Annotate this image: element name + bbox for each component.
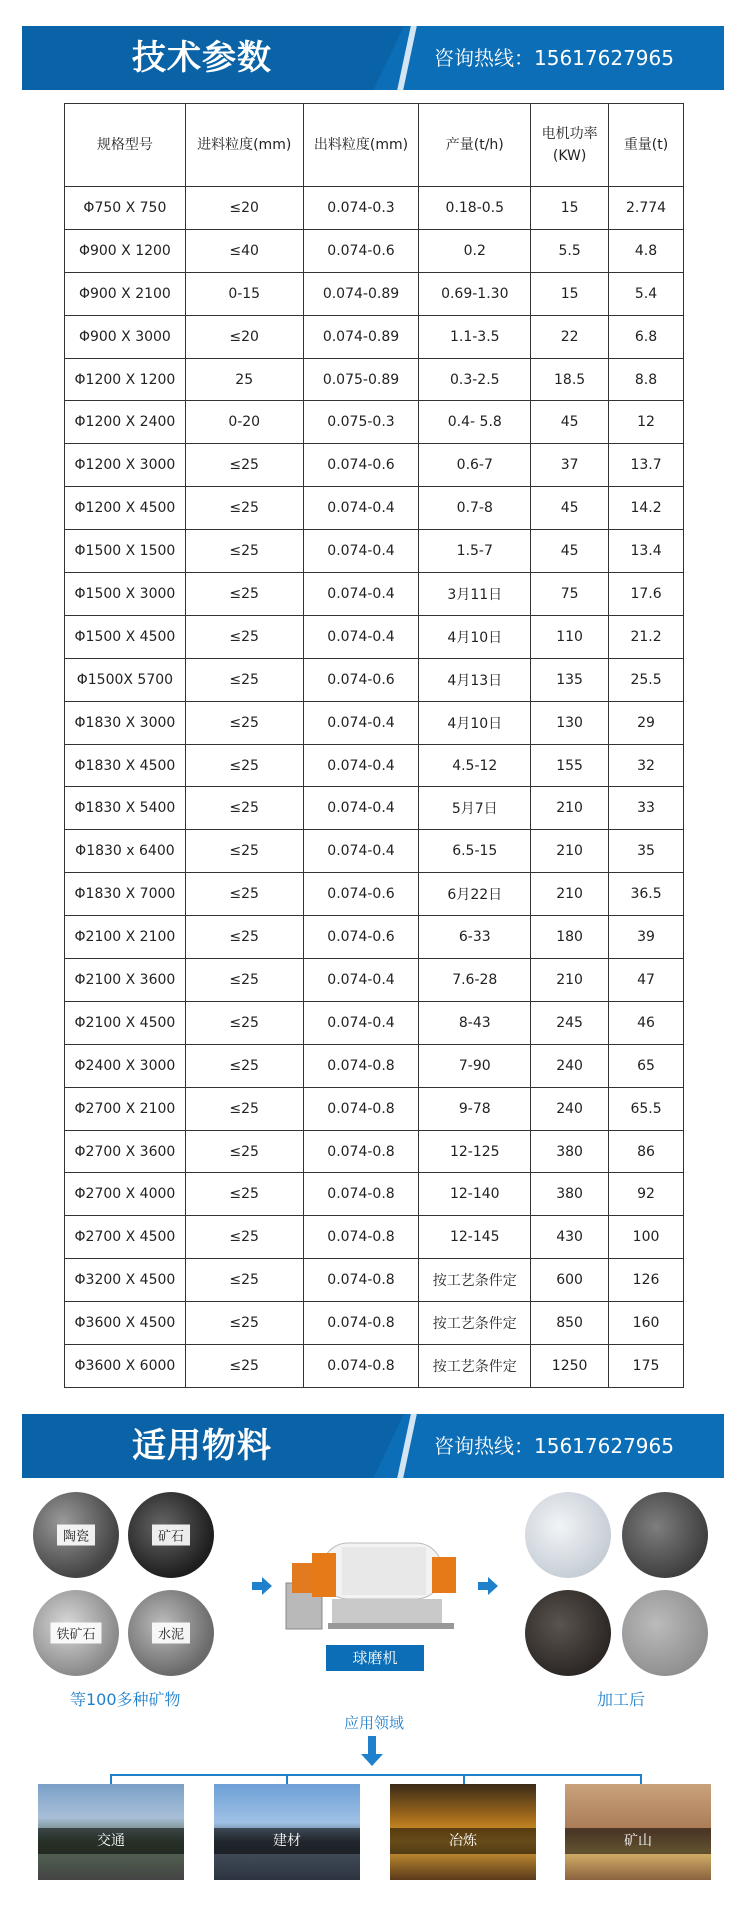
table-cell: 0.074-0.8 [303, 1173, 419, 1216]
table-cell: 4月10日 [419, 701, 531, 744]
table-cell: 45 [531, 487, 609, 530]
table-cell: 18.5 [531, 358, 609, 401]
table-cell: 65.5 [609, 1087, 684, 1130]
materials-banner [22, 1414, 724, 1478]
spec-hotline: 咨询热线：15617627965 [434, 46, 674, 70]
spec-banner [22, 26, 724, 90]
table-cell: 0.074-0.4 [303, 530, 419, 573]
table-cell: 175 [609, 1345, 684, 1388]
table-cell: Φ1830 X 5400 [65, 787, 186, 830]
table-cell: 0.074-0.4 [303, 1001, 419, 1044]
table-cell: 155 [531, 744, 609, 787]
table-cell: Φ1830 x 6400 [65, 830, 186, 873]
table-cell: 135 [531, 658, 609, 701]
application-transport-image [38, 1784, 184, 1880]
table-cell: 0.074-0.4 [303, 830, 419, 873]
table-cell: 245 [531, 1001, 609, 1044]
table-cell: 86 [609, 1130, 684, 1173]
table-cell: ≤25 [185, 701, 303, 744]
table-cell: 15 [531, 272, 609, 315]
table-cell: 1250 [531, 1345, 609, 1388]
application-smelting-image [390, 1784, 536, 1880]
table-cell: 13.4 [609, 530, 684, 573]
table-cell: 0.074-0.6 [303, 916, 419, 959]
table-cell: 160 [609, 1302, 684, 1345]
table-cell: Φ1830 X 7000 [65, 873, 186, 916]
spec-table [64, 103, 684, 1388]
table-cell: Φ1200 X 1200 [65, 358, 186, 401]
powder-white-image [525, 1492, 611, 1578]
table-row [65, 959, 684, 1002]
table-cell: 430 [531, 1216, 609, 1259]
table-cell: 0.074-0.6 [303, 229, 419, 272]
table-cell: 46 [609, 1001, 684, 1044]
table-cell: 45 [531, 530, 609, 573]
powder-black-image [525, 1590, 611, 1676]
table-cell: 32 [609, 744, 684, 787]
table-cell: 6-33 [419, 916, 531, 959]
material-iron-ore-image [33, 1590, 119, 1676]
application-label: 建材 [214, 1828, 360, 1854]
table-cell: ≤25 [185, 658, 303, 701]
branch-line [110, 1774, 642, 1776]
table-cell: ≤25 [185, 873, 303, 916]
table-cell: Φ3600 X 4500 [65, 1302, 186, 1345]
table-cell: 12-140 [419, 1173, 531, 1216]
table-cell: 37 [531, 444, 609, 487]
table-cell: 25 [185, 358, 303, 401]
table-cell: ≤25 [185, 1345, 303, 1388]
table-row [65, 701, 684, 744]
table-cell: 0.074-0.4 [303, 573, 419, 616]
table-cell: 380 [531, 1130, 609, 1173]
table-row [65, 229, 684, 272]
table-cell: 0.075-0.3 [303, 401, 419, 444]
table-row [65, 530, 684, 573]
table-cell: 12-145 [419, 1216, 531, 1259]
table-cell: 0.074-0.89 [303, 272, 419, 315]
table-row [65, 873, 684, 916]
column-header: 规格型号 [65, 104, 186, 187]
table-cell: Φ1200 X 4500 [65, 487, 186, 530]
table-cell: 600 [531, 1259, 609, 1302]
table-row [65, 1130, 684, 1173]
table-cell: 5.5 [531, 229, 609, 272]
application-label: 矿山 [565, 1828, 711, 1854]
table-cell: Φ1200 X 3000 [65, 444, 186, 487]
table-row [65, 1302, 684, 1345]
table-cell: Φ1830 X 4500 [65, 744, 186, 787]
table-row [65, 315, 684, 358]
machine-label: 球磨机 [326, 1645, 424, 1671]
table-cell: Φ3200 X 4500 [65, 1259, 186, 1302]
table-row [65, 1087, 684, 1130]
table-cell: Φ750 X 750 [65, 187, 186, 230]
table-cell: 0.074-0.8 [303, 1302, 419, 1345]
table-cell: ≤25 [185, 573, 303, 616]
table-cell: Φ2700 X 3600 [65, 1130, 186, 1173]
table-body [65, 187, 684, 1388]
material-ore-image [128, 1492, 214, 1578]
table-cell: ≤20 [185, 315, 303, 358]
table-cell: 0.074-0.4 [303, 959, 419, 1002]
table-row [65, 487, 684, 530]
table-row [65, 1216, 684, 1259]
table-cell: Φ1500 X 3000 [65, 573, 186, 616]
table-cell: 4.5-12 [419, 744, 531, 787]
table-cell: Φ1200 X 2400 [65, 401, 186, 444]
table-cell: 0-20 [185, 401, 303, 444]
table-cell: 126 [609, 1259, 684, 1302]
table-row [65, 272, 684, 315]
table-cell: 4.8 [609, 229, 684, 272]
table-cell: Φ900 X 2100 [65, 272, 186, 315]
table-cell: 6月22日 [419, 873, 531, 916]
table-row [65, 1044, 684, 1087]
table-cell: 0.074-0.8 [303, 1216, 419, 1259]
table-cell: 0.4- 5.8 [419, 401, 531, 444]
table-cell: 0.074-0.6 [303, 873, 419, 916]
table-row [65, 187, 684, 230]
table-cell: 110 [531, 615, 609, 658]
table-cell: 25.5 [609, 658, 684, 701]
table-cell: 92 [609, 1173, 684, 1216]
table-cell: 36.5 [609, 873, 684, 916]
table-cell: 4月13日 [419, 658, 531, 701]
table-cell: 1.5-7 [419, 530, 531, 573]
table-cell: 35 [609, 830, 684, 873]
table-cell: 22 [531, 315, 609, 358]
table-cell: Φ2700 X 4000 [65, 1173, 186, 1216]
table-cell: ≤25 [185, 830, 303, 873]
table-cell: 0.074-0.8 [303, 1044, 419, 1087]
table-cell: 210 [531, 787, 609, 830]
table-cell: ≤40 [185, 229, 303, 272]
column-header: 电机功率 (KW) [531, 104, 609, 187]
table-cell: 0.074-0.8 [303, 1259, 419, 1302]
table-cell: ≤25 [185, 1087, 303, 1130]
material-ceramic-image [33, 1492, 119, 1578]
material-label: 铁矿石 [50, 1623, 101, 1644]
table-cell: 850 [531, 1302, 609, 1345]
table-cell: 21.2 [609, 615, 684, 658]
column-header: 进料粒度(mm) [185, 104, 303, 187]
table-cell: 0.6-7 [419, 444, 531, 487]
table-cell: 1.1-3.5 [419, 315, 531, 358]
table-cell: ≤25 [185, 916, 303, 959]
table-cell: Φ2700 X 4500 [65, 1216, 186, 1259]
table-cell: ≤25 [185, 1001, 303, 1044]
table-cell: ≤25 [185, 787, 303, 830]
table-row [65, 658, 684, 701]
table-cell: ≤25 [185, 959, 303, 1002]
table-cell: 按工艺条件定 [419, 1259, 531, 1302]
table-cell: 0.2 [419, 229, 531, 272]
table-cell: 7-90 [419, 1044, 531, 1087]
table-cell: 8-43 [419, 1001, 531, 1044]
table-cell: 0.074-0.8 [303, 1087, 419, 1130]
table-cell: 0.074-0.8 [303, 1130, 419, 1173]
materials-hotline: 咨询热线：15617627965 [434, 1434, 674, 1458]
material-label: 矿石 [152, 1525, 190, 1546]
table-row [65, 1173, 684, 1216]
table-cell: ≤20 [185, 187, 303, 230]
processed-caption: 加工后 [597, 1690, 646, 1709]
ball-mill-illustration [282, 1523, 472, 1635]
table-cell: Φ900 X 1200 [65, 229, 186, 272]
table-cell: 0.69-1.30 [419, 272, 531, 315]
table-cell: 5.4 [609, 272, 684, 315]
table-cell: 0.074-0.4 [303, 744, 419, 787]
table-cell: 0.074-0.89 [303, 315, 419, 358]
materials-title: 适用物料 [132, 1426, 272, 1466]
raw-caption: 等100多种矿物 [70, 1690, 181, 1709]
table-row [65, 1259, 684, 1302]
table-header-row [65, 104, 684, 187]
table-cell: ≤25 [185, 1216, 303, 1259]
table-cell: ≤25 [185, 444, 303, 487]
table-cell: ≤25 [185, 1173, 303, 1216]
table-cell: Φ1500 X 4500 [65, 615, 186, 658]
table-cell: Φ2400 X 3000 [65, 1044, 186, 1087]
table-cell: ≤25 [185, 1259, 303, 1302]
table-row [65, 573, 684, 616]
table-row [65, 916, 684, 959]
table-cell: Φ2700 X 2100 [65, 1087, 186, 1130]
table-cell: 45 [531, 401, 609, 444]
table-cell: 0.3-2.5 [419, 358, 531, 401]
table-cell: ≤25 [185, 487, 303, 530]
table-cell: 47 [609, 959, 684, 1002]
table-cell: 29 [609, 701, 684, 744]
powder-grey-image [622, 1590, 708, 1676]
material-label: 水泥 [152, 1623, 190, 1644]
table-cell: 130 [531, 701, 609, 744]
powder-dark-image [622, 1492, 708, 1578]
table-row [65, 615, 684, 658]
table-cell: 4月10日 [419, 615, 531, 658]
table-cell: 100 [609, 1216, 684, 1259]
table-cell: Φ2100 X 3600 [65, 959, 186, 1002]
table-cell: ≤25 [185, 1302, 303, 1345]
table-cell: 0.18-0.5 [419, 187, 531, 230]
table-cell: ≤25 [185, 615, 303, 658]
table-cell: 33 [609, 787, 684, 830]
table-row [65, 1345, 684, 1388]
application-label: 冶炼 [390, 1828, 536, 1854]
table-cell: 0.074-0.4 [303, 615, 419, 658]
table-cell: Φ2100 X 2100 [65, 916, 186, 959]
table-cell: 39 [609, 916, 684, 959]
table-cell: 12 [609, 401, 684, 444]
table-cell: Φ3600 X 6000 [65, 1345, 186, 1388]
material-cement-image [128, 1590, 214, 1676]
table-row [65, 401, 684, 444]
column-header: 重量(t) [609, 104, 684, 187]
table-cell: 0.074-0.3 [303, 187, 419, 230]
application-label: 交通 [38, 1828, 184, 1854]
table-cell: 14.2 [609, 487, 684, 530]
table-cell: 12-125 [419, 1130, 531, 1173]
table-cell: 3月11日 [419, 573, 531, 616]
table-cell: 0.7-8 [419, 487, 531, 530]
table-cell: 240 [531, 1044, 609, 1087]
table-cell: 0-15 [185, 272, 303, 315]
application-building-image [214, 1784, 360, 1880]
table-row [65, 444, 684, 487]
spec-title: 技术参数 [132, 38, 272, 78]
table-cell: 380 [531, 1173, 609, 1216]
table-cell: 180 [531, 916, 609, 959]
table-cell: 65 [609, 1044, 684, 1087]
table-cell: 210 [531, 830, 609, 873]
column-header: 产量(t/h) [419, 104, 531, 187]
table-cell: 0.074-0.4 [303, 787, 419, 830]
table-cell: 0.074-0.8 [303, 1345, 419, 1388]
table-cell: ≤25 [185, 1130, 303, 1173]
table-row [65, 1001, 684, 1044]
table-cell: 6.8 [609, 315, 684, 358]
table-cell: 6.5-15 [419, 830, 531, 873]
material-label: 陶瓷 [57, 1525, 95, 1546]
table-cell: 75 [531, 573, 609, 616]
table-row [65, 787, 684, 830]
table-cell: 0.074-0.4 [303, 701, 419, 744]
table-cell: 15 [531, 187, 609, 230]
table-cell: Φ2100 X 4500 [65, 1001, 186, 1044]
table-cell: 5月7日 [419, 787, 531, 830]
table-row [65, 358, 684, 401]
column-header: 出料粒度(mm) [303, 104, 419, 187]
table-cell: Φ1500 X 1500 [65, 530, 186, 573]
application-mining-image [565, 1784, 711, 1880]
table-cell: 0.074-0.4 [303, 487, 419, 530]
table-row [65, 830, 684, 873]
table-cell: 210 [531, 873, 609, 916]
table-cell: Φ900 X 3000 [65, 315, 186, 358]
table-cell: 0.075-0.89 [303, 358, 419, 401]
table-cell: ≤25 [185, 1044, 303, 1087]
table-cell: Φ1830 X 3000 [65, 701, 186, 744]
table-cell: 9-78 [419, 1087, 531, 1130]
table-cell: Φ1500X 5700 [65, 658, 186, 701]
table-cell: 0.074-0.6 [303, 658, 419, 701]
table-cell: 13.7 [609, 444, 684, 487]
arrow-down-icon [361, 1754, 383, 1766]
table-cell: ≤25 [185, 530, 303, 573]
table-cell: ≤25 [185, 744, 303, 787]
table-cell: 210 [531, 959, 609, 1002]
table-cell: 8.8 [609, 358, 684, 401]
table-cell: 按工艺条件定 [419, 1302, 531, 1345]
table-cell: 按工艺条件定 [419, 1345, 531, 1388]
table-cell: 0.074-0.6 [303, 444, 419, 487]
table-cell: 17.6 [609, 573, 684, 616]
table-row [65, 744, 684, 787]
table-cell: 240 [531, 1087, 609, 1130]
application-caption: 应用领域 [344, 1714, 405, 1732]
table-cell: 2.774 [609, 187, 684, 230]
table-cell: 7.6-28 [419, 959, 531, 1002]
